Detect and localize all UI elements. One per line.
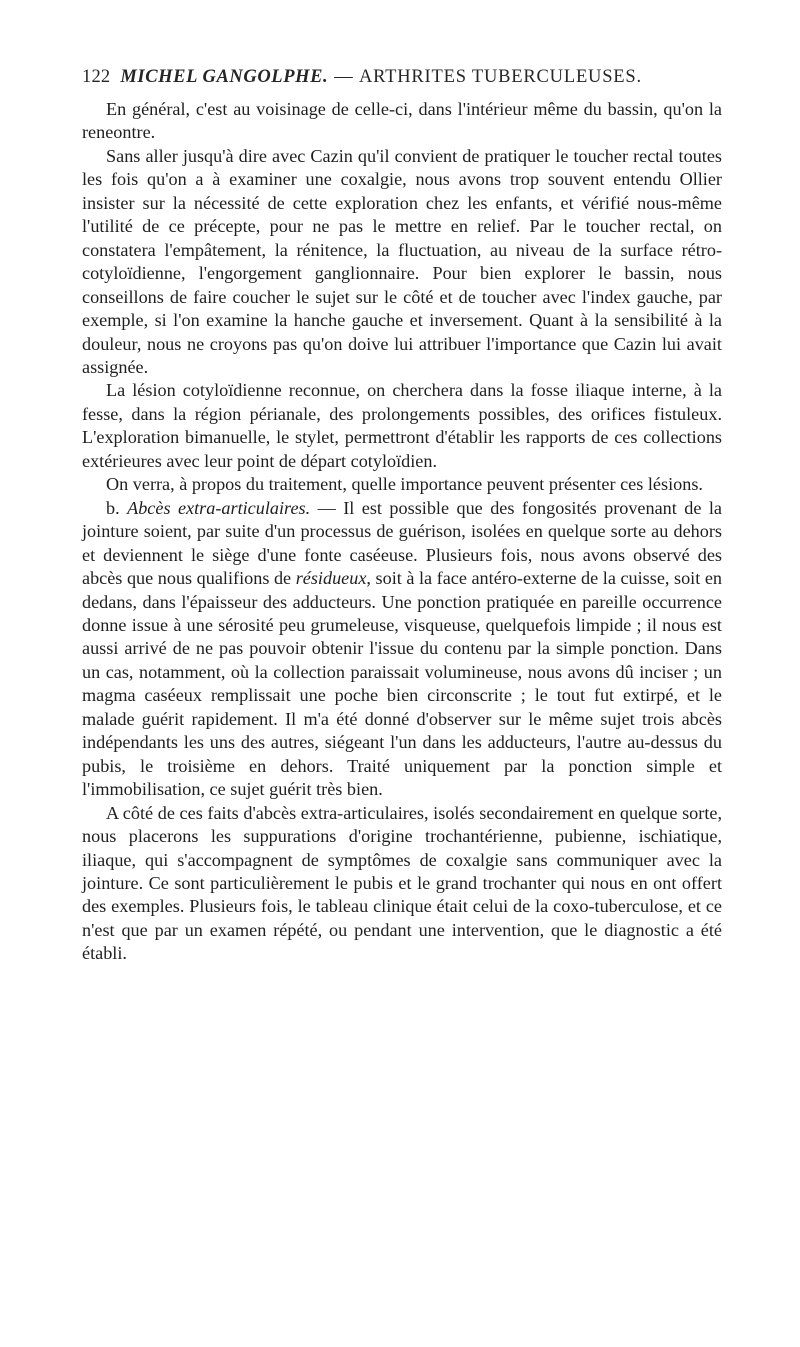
section-label: b. [106,497,120,518]
running-head-topic: ARTHRITES TUBERCULEUSES. [358,67,642,87]
paragraph-5-continuation: , soit à la face antéro-externe de la cuisse, soit en dedans, dans l'épaisseur des adducteurs. Une ponction pratiquée en pareille occurrence donne issue à une sérosité peu grumeleuse, visqueuse, quelquefois limpide ; il nous est aussi arrivé de ne pas pouvoir obtenir l'issue du contenu par la simple ponction. Dans un cas, notamment, où la collection paraissait volumineuse, nous avons dû inciser ; un magma caséeux remplissait une poche bien circonscrite ; le tout fut extirpé, et le malade guérit rapidement. Il m'a été donné d'observer sur le même sujet trois abcès indépendants les uns des autres, siégeant l'un dans les adducteurs, l'autre au-dessus du pubis, le troisième en dehors. Traité uniquement par la ponction simple et l'immobilisation, ce sujet guérit très bien. [82,568,723,800]
paragraph-4: On verra, à propos du traitement, quelle importance peuvent présenter ces lésions. [106,474,703,495]
paragraph-3: La lésion cotyloïdienne reconnue, on cherchera dans la fosse iliaque interne, à la fesse, dans la région périanale, des prolongements possibles, des orifices fistuleux. L'exploration bimanuelle, le stylet, permettront d'établir les rapports de ces collections extérieures avec leur point de départ cotyloïdien. [82,380,722,471]
paragraph-1: En général, c'est au voisinage de celle-ci, dans l'intérieur même du bassin, qu'on la reneontre. [82,99,722,143]
paragraph-5-text: — Il est possible que des fongosités provenant de la jointure soient, par suite d'un processus de guérison, isolées en quelque sorte au dehors et deviennent le siège d'une fonte caséeuse. Plusieurs fois, nous avons observé des abcès que nous qualifions de [82,497,723,589]
paragraph-2: Sans aller jusqu'à dire avec Cazin qu'il convient de pratiquer le toucher rectal toutes les fois qu'on a à examiner une coxalgie, nous avons trop souvent entendu Ollier insister sur la nécessité de cette exploration chez les enfants, et vérifié nous-même l'utilité de ce précepte, pour ne pas le mettre en relief. Par le toucher rectal, on constatera l'empâtement, la rénitence, la fluctuation, au niveau de la surface rétro-cotyloïdienne, l'engorgement ganglionnaire. Pour bien explorer le bassin, nous conseillons de faire coucher le sujet sur le côté et de toucher avec l'index gauche, par exemple, si l'on examine la hanche gauche et inversement. Quant à la sensibilité à la douleur, nous ne croyons pas qu'on doive lui attribuer l'importance que Cazin lui avait assignée. [82,145,722,377]
emphasized-term: résidueux [295,568,367,589]
section-heading: Abcès extra-articulaires. [127,497,311,518]
running-head-separator: — [334,67,353,87]
paragraph-6: A côté de ces faits d'abcès extra-articulaires, isolés secondairement en quelque sorte, nous placerons les suppurations d'origine trochantérienne, pubienne, ischiatique, iliaque, qui s'accompagnent de symptômes de coxalgie sans communiquer avec la jointure. Ce sont particulièrement le pubis et le grand trochanter qui nous en ont offert des exemples. Plusieurs fois, le tableau clinique était celui de la coxo-tuberculose, et ce n'est que par un examen répété, ou pendant une intervention, que le diagnostic a été établi. [82,802,722,964]
paragraph-5 [82,497,722,802]
body-text [82,98,722,966]
running-head-author: MICHEL GANGOLPHE. [120,67,329,87]
page-number: 122 [82,67,111,87]
running-head [82,67,722,95]
